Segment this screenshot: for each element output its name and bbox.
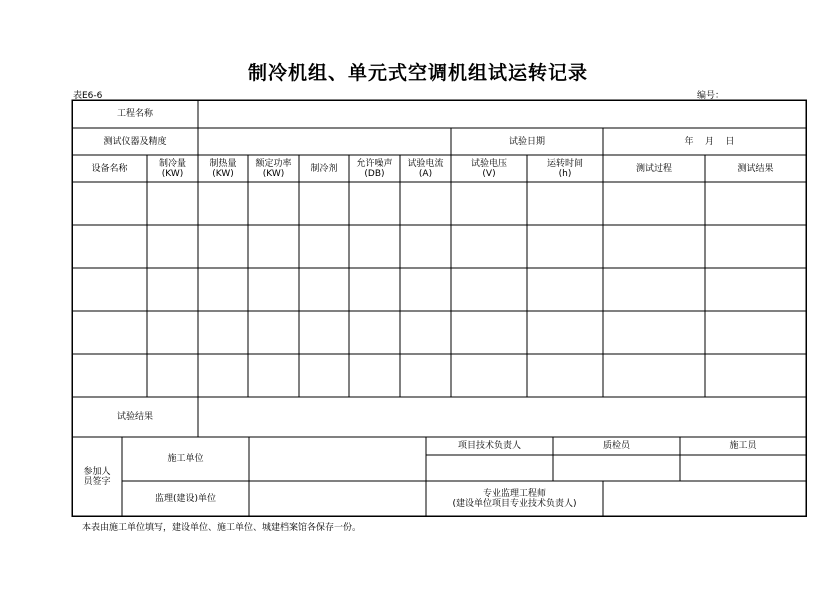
column-header-test-voltage — [451, 155, 527, 182]
supervision-unit-field[interactable] — [249, 481, 426, 516]
column-header-unit: (KW) — [212, 168, 234, 179]
column-header-test-result — [705, 155, 806, 182]
construction-unit-label: 施工单位 — [167, 454, 204, 464]
construction-unit-field[interactable] — [249, 437, 426, 481]
column-header-allowed-noise — [349, 155, 400, 182]
column-header-unit: (h) — [558, 168, 572, 179]
supervision-unit-label: 监理(建设)单位 — [154, 493, 217, 504]
column-header-text: 设备名称 — [91, 163, 128, 174]
signature-group-label — [72, 437, 122, 516]
column-header-refrigerant — [299, 155, 349, 182]
column-header-heating-capacity — [198, 155, 248, 182]
supervising-engineer-line: (建设单位项目专业技术负责人) — [452, 498, 577, 509]
column-header-unit: (KW) — [262, 168, 285, 179]
column-header-text: 制冷剂 — [310, 163, 338, 174]
form-code: 表E6-6 — [73, 91, 103, 101]
column-header-text: 测试结果 — [737, 163, 774, 174]
column-header-text: 制冷量 — [158, 158, 186, 169]
signature-group-line: 员签字 — [83, 476, 111, 487]
test-date-field[interactable]: 年 月 日 — [684, 136, 735, 147]
column-header-unit: (KW) — [161, 168, 184, 179]
column-header-text: 运转时间 — [546, 158, 583, 169]
column-header-run-time — [527, 155, 603, 182]
column-header-test-process — [603, 155, 705, 182]
supervising-engineer-label — [426, 481, 603, 516]
tech-lead-label: 项目技术负责人 — [457, 441, 521, 451]
column-header-test-current — [400, 155, 451, 182]
project-name-label: 工程名称 — [116, 109, 153, 119]
serial-number-label: 编号： — [697, 91, 725, 101]
column-header-unit: (V) — [482, 168, 496, 179]
column-header-rated-power — [248, 155, 299, 182]
page-title: 制冷机组、单元式空调机组试运转记录 — [247, 62, 588, 84]
inspector-label: 质检员 — [602, 441, 630, 451]
supervising-engineer-field[interactable] — [603, 481, 806, 516]
column-header-unit: (DB) — [364, 168, 385, 179]
supervising-engineer-line: 专业监理工程师 — [482, 488, 546, 499]
worker-signature-field[interactable] — [680, 455, 806, 481]
column-header-unit: (A) — [418, 168, 433, 179]
column-header-text: 允许噪声 — [356, 158, 393, 169]
column-header-cooling-capacity — [147, 155, 198, 182]
test-result-field[interactable] — [198, 397, 806, 437]
tech-lead-signature-field[interactable] — [426, 455, 553, 481]
inspector-signature-field[interactable] — [553, 455, 680, 481]
test-date-label: 试验日期 — [508, 136, 545, 147]
test-result-label: 试验结果 — [116, 412, 153, 422]
instrument-label: 测试仪器及精度 — [103, 136, 167, 147]
column-header-text: 制热量 — [209, 158, 237, 169]
column-header-text: 额定功率 — [255, 158, 292, 169]
column-header-text: 试验电流 — [407, 158, 444, 169]
footnote: 本表由施工单位填写，建设单位、施工单位、城建档案馆各保存一份。 — [82, 523, 362, 533]
column-header-text: 测试过程 — [635, 163, 672, 174]
project-name-field[interactable] — [198, 100, 806, 128]
data-rows — [72, 182, 806, 397]
column-header-text: 试验电压 — [470, 158, 507, 169]
column-header-device-name — [72, 155, 147, 182]
worker-label: 施工员 — [729, 441, 757, 451]
instrument-field[interactable] — [198, 128, 451, 155]
signature-group-line: 参加人 — [83, 466, 111, 477]
